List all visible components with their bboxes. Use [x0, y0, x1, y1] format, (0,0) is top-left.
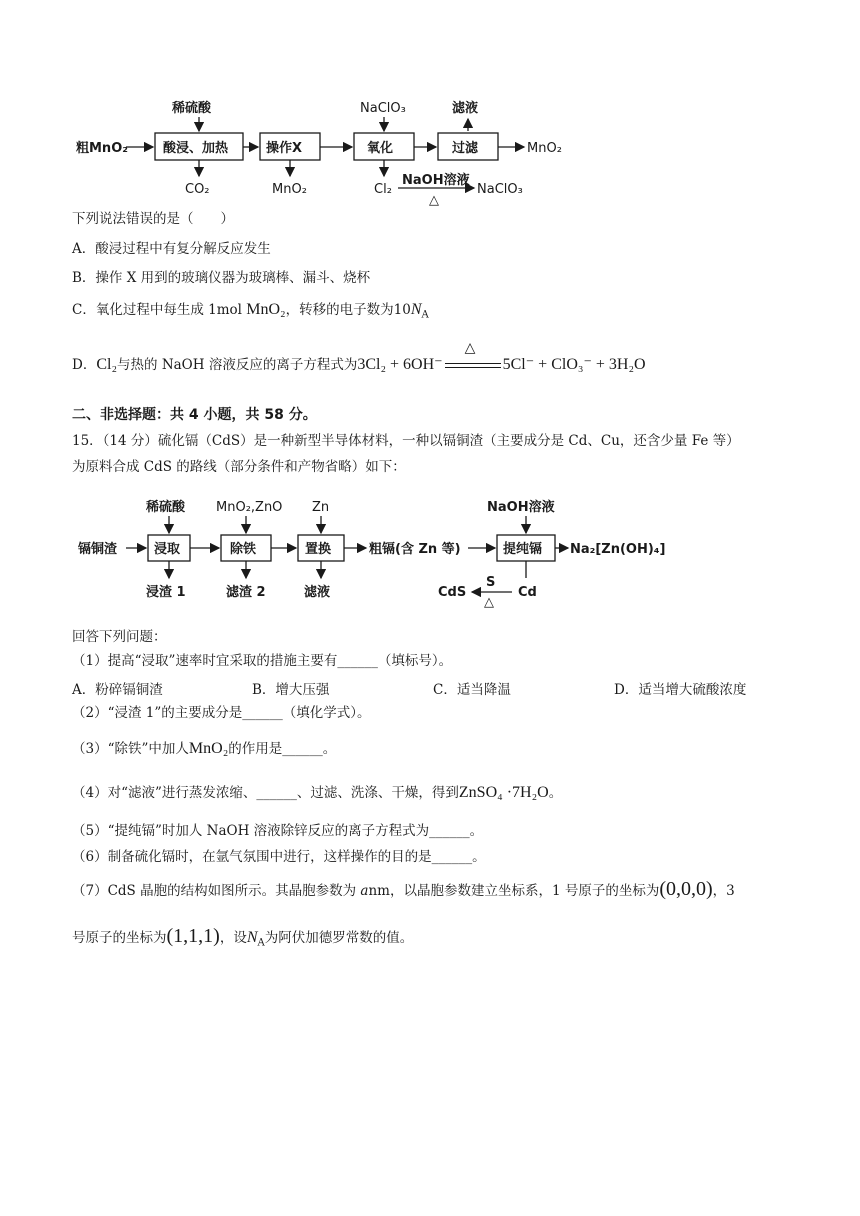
section-2-title: 二、非选择题：共 4 小题，共 58 分。 — [72, 407, 317, 423]
q15-part1-option-c[interactable] — [433, 678, 511, 698]
q14-option-c-na: N — [410, 301, 422, 318]
q15-part7-text-d: 号原子的坐标为 — [72, 930, 167, 946]
flow2-input-h2so4: 稀硫酸 — [146, 500, 186, 515]
flow2-box-purify-cd-label: 提纯镉 — [503, 542, 543, 557]
flow1-box-acid-leach-label: 酸浸、加热 — [163, 141, 229, 156]
q14-option-d-cl2: Cl₂ — [96, 356, 118, 373]
flow1-input-naclo3: NaClO₃ — [360, 101, 406, 116]
q15-part7-line1 — [72, 880, 735, 900]
flow2-cds: CdS — [438, 585, 467, 600]
q14-option-d-eq-cond: △ — [464, 339, 476, 356]
q14-option-a-text: 酸浸过程中有复分解反应发生 — [95, 241, 271, 257]
q14-option-b-letter: B． — [72, 270, 96, 286]
q15-part1-option-d-text: 适当增大硫酸浓度 — [638, 682, 747, 698]
q15-intro-line2: 为原料合成 CdS 的路线（部分条件和产物省略）如下： — [72, 459, 406, 475]
q15-part1: （1）提高“浸取”速率时宜采取的措施主要有______（填标号）。 — [72, 653, 453, 669]
q15-part3 — [72, 740, 336, 758]
q14-option-c-formula: MnO₂ — [246, 301, 286, 318]
flow2-input-mno2-zno: MnO₂,ZnO — [216, 500, 283, 515]
q15-part7-text-e: ，设 — [219, 930, 247, 946]
flow1-side-heat: △ — [429, 193, 439, 208]
q15-part1-option-d[interactable] — [614, 678, 746, 698]
q15-part3-text-b: 的作用是______。 — [228, 741, 337, 757]
q15-part4 — [72, 784, 562, 802]
q14-option-d-eq-left: 3Cl₂ + 6OH⁻ — [357, 356, 443, 373]
q15-part1-option-b-letter: B． — [252, 682, 276, 698]
q15-part7-var-a: a — [360, 883, 369, 899]
flow2-s-heat: △ — [484, 595, 494, 610]
q15-part5: （5）“提纯镉”时加人 NaOH 溶液除锌反应的离子方程式为______。 — [72, 823, 484, 839]
q15-part1-option-b[interactable] — [252, 678, 329, 698]
flow2-output-filtrate: 滤液 — [304, 585, 331, 600]
flow1-output-mno2: MnO₂ — [272, 182, 307, 197]
flow2-box-replace-label: 置换 — [305, 542, 332, 557]
flow2-box-leach-label: 浸取 — [154, 542, 181, 557]
flow2-s-reagent: S — [486, 575, 496, 590]
flow1-box-filter-label: 过滤 — [452, 141, 479, 156]
q14-option-b-text: 操作 X 用到的玻璃仪器为玻璃棒、漏斗、烧杯 — [95, 270, 371, 286]
q14-option-d-text-b: 与热的 NaOH 溶液反应的离子方程式为 — [117, 357, 358, 373]
q15-part1-option-a[interactable] — [72, 678, 163, 698]
q15-part6: （6）制备硫化镉时，在氩气氛围中进行，这样操作的目的是______。 — [72, 849, 486, 865]
q15-part7-coord3: (1,1,1) — [166, 925, 220, 947]
q14-option-c-na-sub: A — [421, 309, 429, 321]
q15-part7-text-a: （7）CdS 晶胞的结构如图所示。其晶胞参数为 — [72, 883, 361, 899]
q15-part7-text-f: 为阿伏加德罗常数的值。 — [264, 930, 414, 946]
q15-answer-prompt: 回答下列问题： — [72, 629, 167, 645]
q15-part4-formula: ZnSO₄ ·7H₂O — [458, 784, 549, 801]
flow2-box-remove-iron-label: 除铁 — [230, 542, 257, 557]
q15-part4-text-a: （4）对“滤液”进行蒸发浓缩、______、过滤、洗涤、干燥，得到 — [72, 785, 459, 801]
q14-option-c-text-a: 氧化过程中每生成 1mol — [95, 302, 247, 318]
q14-option-d-letter: D． — [72, 357, 97, 373]
flow1-output-cl2: Cl₂ — [374, 182, 392, 197]
q15-part3-text-a: （3）“除铁”中加人 — [72, 741, 189, 757]
q15-part1-option-a-letter: A． — [72, 682, 96, 698]
flow1-box-oxidation-label: 氧化 — [367, 141, 394, 156]
flow1-side-product: NaClO₃ — [477, 182, 523, 197]
flow1-side-reagent: NaOH溶液 — [402, 173, 470, 188]
q14-option-a-letter: A． — [72, 241, 96, 257]
q15-part7-na-sub: A — [257, 937, 265, 949]
q15-part4-text-b: 。 — [548, 785, 563, 801]
flow1-product-mno2: MnO₂ — [527, 141, 562, 156]
q15-part1-option-a-text: 粉碎镉铜渣 — [95, 682, 163, 698]
q15-part3-formula: MnO₂ — [188, 740, 229, 757]
q15-intro-line1: 15．（14 分）硫化镉（CdS）是一种新型半导体材料，一种以镉铜渣（主要成分是 Cd、Cu，还含少量 Fe 等） — [72, 433, 740, 449]
q14-option-c-letter: C． — [72, 302, 96, 318]
flow1-output-filtrate: 滤液 — [452, 101, 479, 116]
q14-option-c-text-b: ，转移的电子数为10 — [285, 302, 411, 318]
q15-part1-option-b-text: 增大压强 — [275, 682, 330, 698]
q15-part1-option-d-letter: D． — [614, 682, 639, 698]
flow2-crude-cd: 粗镉(含 Zn 等) — [369, 542, 461, 557]
q15-part7-coord1: (0,0,0) — [659, 878, 713, 900]
flow2-cd: Cd — [518, 585, 537, 600]
flow1-input-dilute-h2so4: 稀硫酸 — [172, 101, 212, 116]
q15-part7-line2 — [72, 927, 413, 953]
q15-part7-text-c: ，3 — [712, 883, 735, 899]
flow2-output-residue2: 滤渣 2 — [226, 585, 266, 600]
flow2-product: Na₂[Zn(OH)₄] — [570, 542, 666, 557]
q15-part7-na: N — [246, 929, 258, 946]
flow1-output-co2: CO₂ — [185, 182, 210, 197]
q15-part7-text-b: nm，以晶胞参数建立坐标系，1 号原子的坐标为 — [368, 883, 660, 899]
flow1-box-operation-x-label: 操作X — [266, 141, 303, 156]
q15-part1-option-c-text: 适当降温 — [456, 682, 511, 698]
flow2-input-zn: Zn — [312, 500, 330, 515]
flow2-output-residue1: 浸渣 1 — [146, 585, 186, 600]
flow2-input-naoh: NaOH溶液 — [487, 500, 555, 515]
q15-part2: （2）“浸渣 1”的主要成分是______（填化学式）。 — [72, 705, 371, 721]
q14-option-d-eq-right: 5Cl⁻ + ClO₃⁻ + 3H₂O — [502, 356, 646, 373]
flow1-raw: 粗MnO₂ — [76, 141, 128, 156]
q14-stem: 下列说法错误的是（ ） — [72, 211, 234, 227]
q15-part1-option-c-letter: C． — [433, 682, 457, 698]
flow2-raw: 镉铜渣 — [78, 542, 118, 557]
